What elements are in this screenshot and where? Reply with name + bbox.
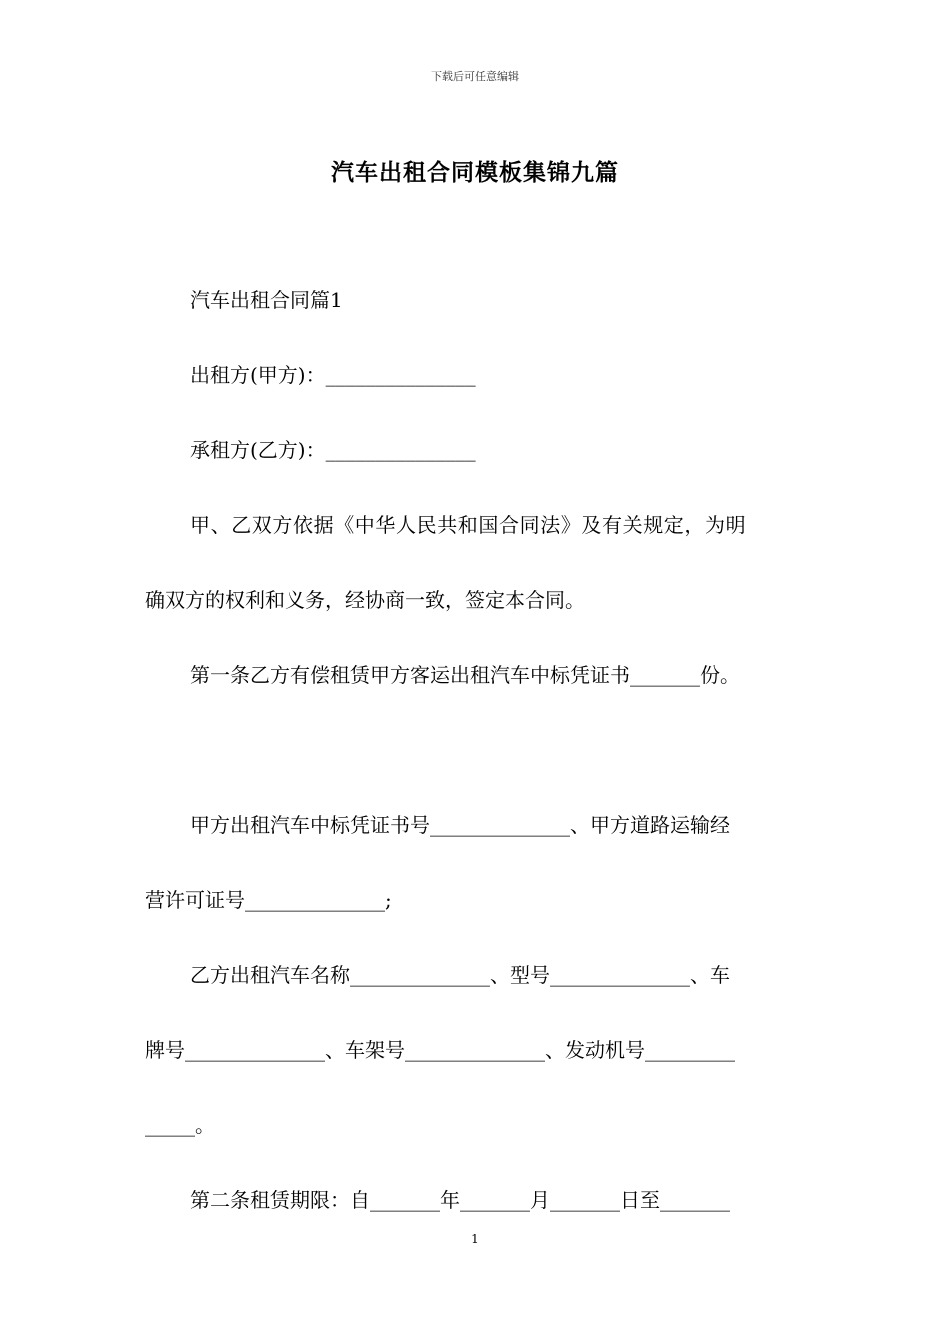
paragraph-line: _____。 [145, 1113, 215, 1137]
page-number: 1 [471, 1232, 479, 1246]
paragraph-line: 甲方出租汽车中标凭证书号______________、甲方道路运输经 [190, 813, 730, 837]
download-note: 下载后可任意编辑 [431, 70, 519, 83]
paragraph-line: 牌号______________、车架号______________、发动机号_________ [145, 1038, 735, 1062]
clause-two: 第二条租赁期限：自_______年_______月_______日至_______ [190, 1188, 730, 1212]
clause-one: 第一条乙方有偿租赁甲方客运出租汽车中标凭证书_______份。 [190, 663, 740, 687]
paragraph-line: 甲、乙双方依据《中华人民共和国合同法》及有关规定，为明 [190, 513, 747, 537]
lessor-field: 出租方(甲方)：_______________ [190, 363, 476, 387]
lessee-field: 承租方(乙方)：_______________ [190, 438, 476, 462]
document-title: 汽车出租合同模板集锦九篇 [331, 159, 619, 186]
paragraph-line: 营许可证号______________; [145, 888, 392, 912]
section-heading: 汽车出租合同篇1 [190, 288, 343, 312]
paragraph-line: 乙方出租汽车名称______________、型号______________、车 [190, 963, 730, 987]
paragraph-line: 确双方的权利和义务，经协商一致，签定本合同。 [145, 588, 585, 612]
